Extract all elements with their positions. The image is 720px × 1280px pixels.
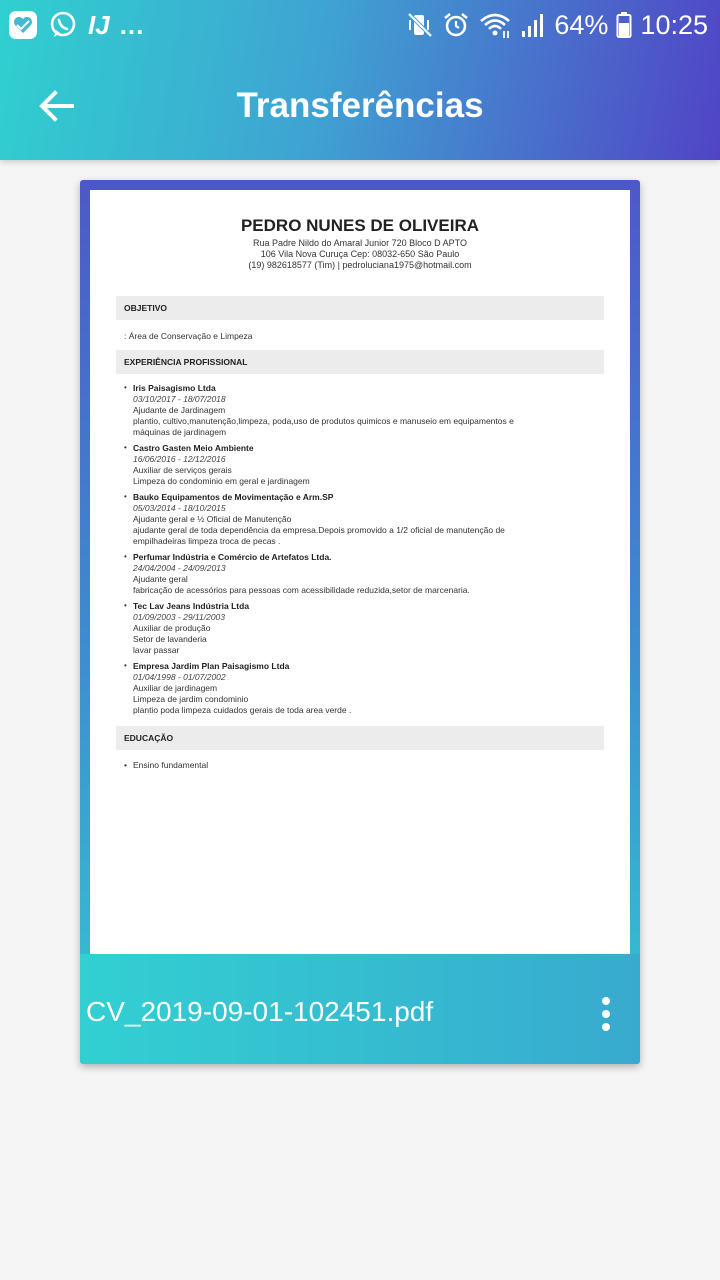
- job-company: • Bauko Equipamentos de Movimentação e Arm.SP: [133, 492, 334, 502]
- heart-app-icon: [8, 10, 38, 40]
- job-detail: Setor de lavanderia: [133, 634, 207, 644]
- job-detail: Limpeza do condominio em geral e jardinagem: [133, 476, 310, 486]
- job-entry: [124, 443, 604, 487]
- resume-address-line-2: 106 Vila Nova Curuça Cep: 08032-650 São Paulo: [260, 249, 460, 259]
- education-item: • Ensino fundamental: [124, 760, 208, 770]
- menu-dot: [602, 1023, 610, 1031]
- wifi-icon: [478, 11, 512, 39]
- job-detail: Ajudante geral e ½ Oficial de Manutenção: [133, 514, 292, 524]
- signal-icon: [520, 11, 546, 39]
- job-detail: Auxiliar de produção: [133, 623, 211, 633]
- job-dates: 24/04/2004 - 24/09/2013: [133, 563, 226, 573]
- page-title: Transferências: [236, 86, 484, 125]
- battery-icon: [616, 11, 632, 39]
- job-detail: Ajudante geral: [133, 574, 188, 584]
- battery-percent: 64%: [554, 9, 609, 40]
- job-entry: [124, 492, 604, 547]
- job-dates: 03/10/2017 - 18/07/2018: [133, 394, 226, 404]
- job-detail: máquinas de jardinagem: [133, 427, 227, 437]
- alarm-icon: [442, 11, 470, 39]
- experience-heading: EXPERIÊNCIA PROFISSIONAL: [116, 350, 604, 374]
- mute-vibrate-icon: [406, 11, 434, 39]
- job-company: • Tec Lav Jeans Indústria Ltda: [133, 601, 250, 611]
- job-detail: Auxiliar de serviços gerais: [133, 465, 232, 475]
- job-detail: lavar passar: [133, 645, 180, 655]
- ij-app-icon: IJ: [88, 9, 110, 40]
- job-entry: [124, 383, 604, 438]
- objective-text: : Área de Conservação e Limpeza: [124, 331, 253, 341]
- job-detail: fabricação de acessórios para pessoas com acessibilidade reduzida,setor de marcenaria.: [133, 585, 470, 595]
- resume-contact: (19) 982618577 (Tim) | pedroluciana1975@hotmail.com: [248, 260, 472, 270]
- app-header: [0, 0, 720, 160]
- job-company: • Perfumar Indústria e Comércio de Artefatos Ltda.: [133, 552, 332, 562]
- status-bar: [0, 0, 720, 50]
- job-company: • Iris Paisagismo Ltda: [133, 383, 216, 393]
- system-icons: [406, 6, 708, 44]
- job-company: • Castro Gasten Meio Ambiente: [133, 443, 254, 453]
- menu-dot: [602, 1010, 610, 1018]
- notification-icons: [8, 8, 144, 42]
- job-dates: 16/06/2016 - 12/12/2016: [133, 454, 226, 464]
- pdf-preview[interactable]: [90, 190, 630, 954]
- file-card[interactable]: [80, 180, 640, 1064]
- job-detail: Ajudante de Jardinagem: [133, 405, 226, 415]
- more-vert-icon[interactable]: [592, 994, 620, 1034]
- experience-list: [124, 383, 604, 721]
- resume-name: PEDRO NUNES DE OLIVEIRA: [240, 216, 480, 235]
- job-company: • Empresa Jardim Plan Paisagismo Ltda: [133, 661, 290, 671]
- job-entry: [124, 552, 604, 596]
- more-notifications-indicator: ...: [119, 9, 145, 40]
- job-dates: 01/09/2003 - 29/11/2003: [133, 612, 226, 622]
- job-dates: 01/04/1998 - 01/07/2002: [133, 672, 226, 682]
- job-detail: plantio, cultivo,manutenção,limpeza, poda,uso de produtos quimicos e manuseio em equipamentos e: [133, 416, 514, 426]
- whatsapp-icon: [48, 10, 78, 40]
- job-detail: Limpeza de jardim condominio: [133, 694, 249, 704]
- job-entry: [124, 601, 604, 656]
- job-detail: plantio poda limpeza cuidados gerais de toda area verde .: [133, 705, 352, 715]
- resume-address-line-1: Rua Padre Nildo do Amaral Junior 720 Bloco D APTO: [253, 238, 467, 248]
- menu-dot: [602, 997, 610, 1005]
- job-detail: empilhadeiras limpeza troca de pecas .: [133, 536, 281, 546]
- clock: 10:25: [640, 9, 708, 40]
- job-detail: Auxiliar de jardinagem: [133, 683, 218, 693]
- job-detail: ajudante geral de toda dependência da empresa.Depois promovido a 1/2 oficial de manutenção de: [133, 525, 505, 535]
- job-dates: 05/03/2014 - 18/10/2015: [133, 503, 226, 513]
- job-entry: [124, 661, 604, 716]
- objective-heading: OBJETIVO: [116, 296, 604, 320]
- education-heading: EDUCAÇÃO: [116, 726, 604, 750]
- file-name: CV_2019-09-01-102451.pdf: [86, 996, 434, 1027]
